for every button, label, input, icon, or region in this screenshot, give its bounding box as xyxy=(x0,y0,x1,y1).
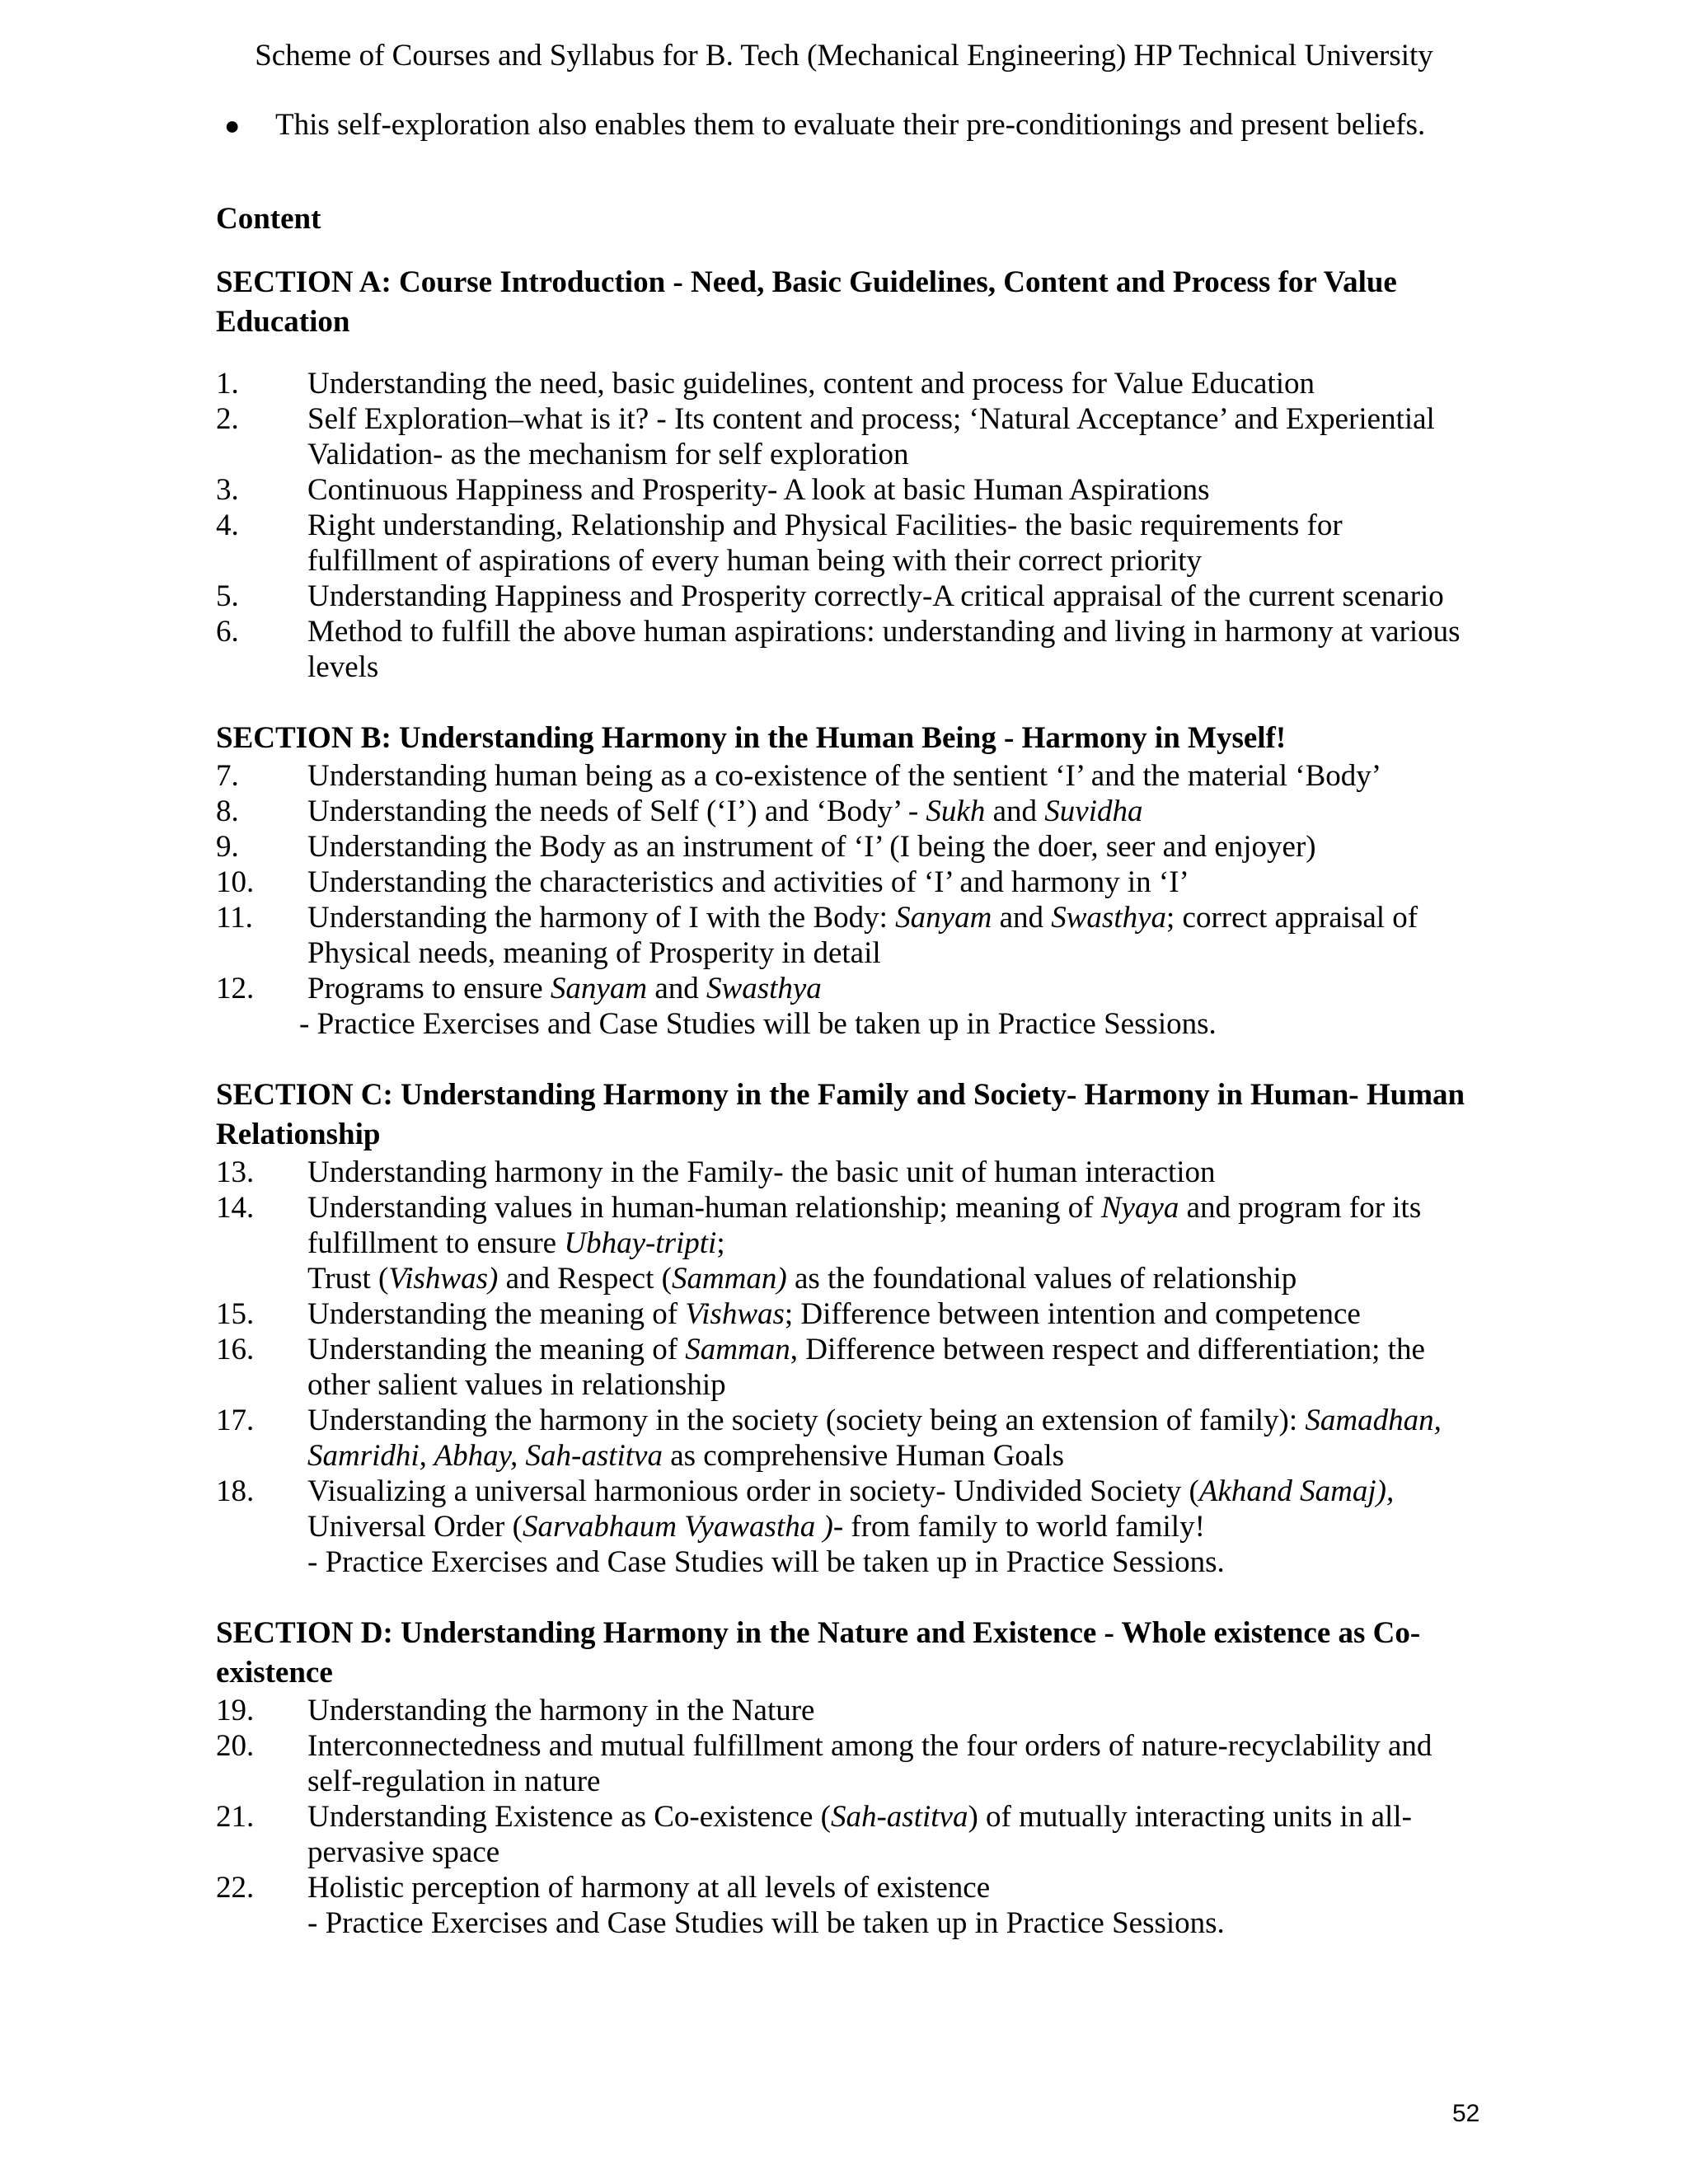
item-number: 5. xyxy=(216,579,239,613)
intro-bullet xyxy=(216,105,1477,145)
item-number: 11. xyxy=(216,901,253,935)
page-content xyxy=(216,105,1477,1975)
list-item xyxy=(216,1155,1477,1190)
item-number: 22. xyxy=(216,1871,255,1905)
list-item xyxy=(216,579,1477,614)
list-item xyxy=(216,900,1477,971)
section-item-list xyxy=(216,758,1477,1006)
item-number: 18. xyxy=(216,1474,255,1508)
practice-note: - Practice Exercises and Case Studies will be taken up in Practice Sessions. xyxy=(307,1545,1225,1579)
item-number: 10. xyxy=(216,865,255,899)
list-item xyxy=(216,614,1477,685)
item-number: 16. xyxy=(216,1333,255,1366)
item-text: Holistic perception of harmony at all levels of existence xyxy=(307,1871,991,1905)
item-text: Understanding the needs of Self (‘I’) and ‘Body’ - Sukh and Suvidha xyxy=(307,794,1143,828)
practice-note: - Practice Exercises and Case Studies will be taken up in Practice Sessions. xyxy=(299,1007,1217,1041)
intro-bullet-text: This self-exploration also enables them to evaluate their pre-conditionings and present beliefs. xyxy=(275,108,1426,142)
section-title: SECTION B: Understanding Harmony in the Human Being - Harmony in Myself! xyxy=(216,721,1287,755)
item-text: Understanding Happiness and Prosperity correctly-A critical appraisal of the current scenario xyxy=(307,579,1444,613)
item-text: Understanding harmony in the Family- the basic unit of human interaction xyxy=(307,1155,1216,1189)
section-c xyxy=(216,1076,1477,1580)
item-text: Right understanding, Relationship and Physical Facilities- the basic requirements for fulfillment of aspirations of every human being with their correct priority xyxy=(307,509,1343,578)
list-item xyxy=(216,794,1477,829)
item-text: Understanding values in human-human relationship; meaning of Nyaya and program for its fulfillment to ensure Ubhay-tripti; Trust (Vishwas) and Respect (Samman) as the foundational values of relationship xyxy=(307,1191,1422,1296)
list-item xyxy=(216,865,1477,900)
page-number: 52 xyxy=(1452,2100,1480,2127)
section-title: SECTION A: Course Introduction - Need, Basic Guidelines, Content and Process for Value Education xyxy=(216,265,1397,339)
item-number: 19. xyxy=(216,1694,255,1727)
item-text: Understanding the characteristics and activities of ‘I’ and harmony in ‘I’ xyxy=(307,865,1189,899)
list-item xyxy=(216,1403,1477,1474)
item-text: Programs to ensure Sanyam and Swasthya xyxy=(307,972,822,1005)
item-text: Visualizing a universal harmonious order in society- Undivided Society (Akhand Samaj), Universal Order (Sarvabhaum Vyawastha )- from family to world family! xyxy=(307,1474,1395,1544)
item-text: Understanding Existence as Co-existence (Sah-astitva) of mutually interacting units in all-pervasive space xyxy=(307,1800,1412,1869)
item-number: 2. xyxy=(216,402,239,436)
item-text: Method to fulfill the above human aspirations: understanding and living in harmony at various levels xyxy=(307,615,1461,684)
item-number: 6. xyxy=(216,615,239,649)
list-item xyxy=(216,1332,1477,1403)
item-text: Understanding the meaning of Vishwas; Difference between intention and competence xyxy=(307,1297,1361,1331)
list-item xyxy=(216,1870,1477,1905)
sections-container xyxy=(216,263,1477,1941)
list-item xyxy=(216,472,1477,508)
item-text: Understanding the harmony in the Nature xyxy=(307,1694,815,1727)
item-text: Understanding the need, basic guidelines, content and process for Value Education xyxy=(307,367,1315,401)
item-number: 20. xyxy=(216,1729,255,1763)
list-item xyxy=(216,1474,1477,1544)
list-item xyxy=(216,401,1477,472)
item-text: Understanding the harmony of I with the Body: Sanyam and Swasthya; correct appraisal of Physical needs, meaning of Prosperity in detail xyxy=(307,901,1418,970)
list-item xyxy=(216,1799,1477,1870)
section-title: SECTION D: Understanding Harmony in the Nature and Existence - Whole existence as Co-existence xyxy=(216,1616,1421,1690)
running-header: Scheme of Courses and Syllabus for B. Tech (Mechanical Engineering) HP Technical University xyxy=(255,39,1433,73)
section-title: SECTION C: Understanding Harmony in the Family and Society- Harmony in Human- Human Relationship xyxy=(216,1078,1465,1151)
item-number: 7. xyxy=(216,759,239,793)
list-item xyxy=(216,366,1477,401)
item-number: 8. xyxy=(216,794,239,828)
item-text: Continuous Happiness and Prosperity- A look at basic Human Aspirations xyxy=(307,473,1210,507)
item-number: 17. xyxy=(216,1404,255,1437)
list-item xyxy=(216,1296,1477,1332)
section-item-list xyxy=(216,1693,1477,1905)
item-text: Understanding human being as a co-existence of the sentient ‘I’ and the material ‘Body’ xyxy=(307,759,1382,793)
item-text: Understanding the Body as an instrument of ‘I’ (I being the doer, seer and enjoyer) xyxy=(307,830,1316,864)
bullet-icon: ● xyxy=(224,110,241,140)
item-number: 4. xyxy=(216,509,239,542)
section-d xyxy=(216,1614,1477,1941)
list-item xyxy=(216,1693,1477,1728)
item-number: 3. xyxy=(216,473,239,507)
list-item xyxy=(216,1190,1477,1296)
content-heading: Content xyxy=(216,202,321,236)
item-number: 12. xyxy=(216,972,255,1005)
list-item xyxy=(216,758,1477,794)
item-number: 14. xyxy=(216,1191,255,1225)
section-item-list xyxy=(216,366,1477,685)
section-b xyxy=(216,719,1477,1042)
item-text: Understanding the meaning of Samman, Difference between respect and differentiation; the other salient values in relationship xyxy=(307,1333,1425,1402)
item-text: Interconnectedness and mutual fulfillment among the four orders of nature-recyclability and self-regulation in nature xyxy=(307,1729,1432,1798)
section-a xyxy=(216,263,1477,685)
list-item xyxy=(216,829,1477,865)
item-text: Self Exploration–what is it? - Its content and process; ‘Natural Acceptance’ and Experiential Validation- as the mechanism for self exploration xyxy=(307,402,1435,471)
item-text: Understanding the harmony in the society (society being an extension of family): Samadhan, Samridhi, Abhay, Sah-astitva as comprehensive Human Goals xyxy=(307,1404,1442,1473)
list-item xyxy=(216,971,1477,1006)
item-number: 13. xyxy=(216,1155,255,1189)
item-number: 15. xyxy=(216,1297,255,1331)
section-item-list xyxy=(216,1155,1477,1544)
list-item xyxy=(216,1728,1477,1799)
item-number: 21. xyxy=(216,1800,255,1834)
list-item xyxy=(216,508,1477,579)
item-number: 9. xyxy=(216,830,239,864)
item-number: 1. xyxy=(216,367,239,401)
practice-note: - Practice Exercises and Case Studies will be taken up in Practice Sessions. xyxy=(307,1906,1225,1940)
